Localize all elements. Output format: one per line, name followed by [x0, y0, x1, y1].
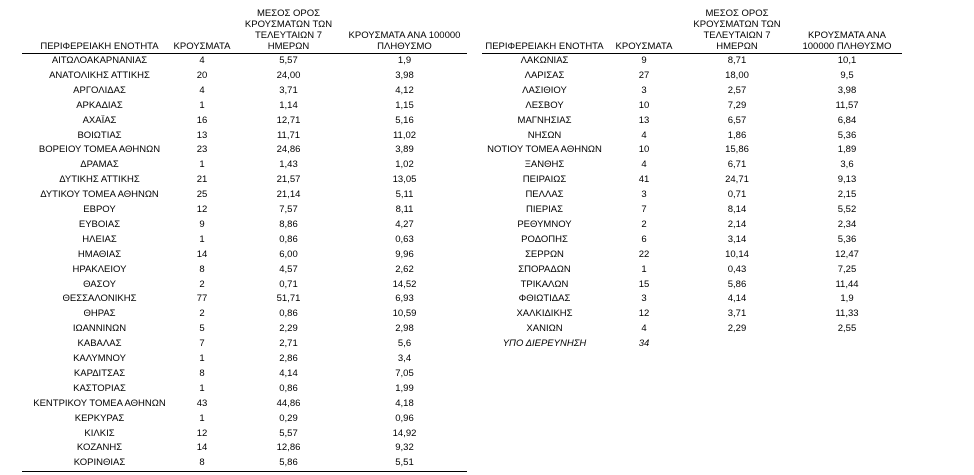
avg-cell: 2,29 [727, 323, 747, 335]
avg7-header-line4: ΗΜΕΡΩΝ [267, 41, 310, 52]
per100k-cell: 4,18 [395, 397, 414, 409]
region-cell: ΣΕΡΡΩΝ [525, 248, 564, 260]
region-cell: ΙΩΑΝΝΙΝΩΝ [72, 323, 127, 335]
cases-cell: 1 [199, 233, 205, 245]
region-cell: ΚΕΡΚΥΡΑΣ [74, 412, 125, 424]
region-cell: ΡΕΘΥΜΝΟΥ [517, 218, 572, 230]
per100k-cell: 1,99 [395, 382, 414, 394]
cases-cell: 43 [196, 397, 208, 409]
per100k-header-right-line1: ΚΡΟΥΣΜΑΤΑ ΑΝΑ [807, 30, 887, 41]
region-cell: ΔΥΤΙΚΟΥ ΤΟΜΕΑ ΑΘΗΝΩΝ [40, 189, 159, 201]
avg-cell: 2,14 [727, 218, 747, 230]
avg-cell: 6,00 [279, 248, 298, 260]
region-cell: ΝΟΤΙΟΥ ΤΟΜΕΑ ΑΘΗΝΩΝ [487, 144, 602, 156]
avg-cell: 5,57 [279, 427, 298, 439]
cases-cell: 23 [196, 144, 208, 156]
region-header [22, 41, 177, 52]
cases-cell: 13 [196, 129, 208, 141]
region-cell: ΚΕΝΤΡΙΚΟΥ ΤΟΜΕΑ ΑΘΗΝΩΝ [33, 397, 166, 409]
cases-cell: 7 [199, 338, 205, 350]
per100k-cell: 11,33 [835, 308, 859, 320]
per100k-cell: 2,62 [395, 263, 414, 275]
avg-cell: 0,71 [279, 278, 298, 290]
cases-cell: 4 [641, 159, 647, 171]
cases-cell: 20 [196, 69, 208, 81]
cases-cell: 1 [199, 159, 205, 171]
region-cell: ΔΡΑΜΑΣ [80, 159, 119, 171]
region-cell: ΘΗΡΑΣ [83, 308, 116, 320]
avg-cell: 6,57 [727, 114, 747, 126]
cases-cell: 3 [641, 84, 647, 96]
region-cell: ΚΟΖΑΝΗΣ [76, 442, 123, 454]
region-cell: ΚΑΡΔΙΤΣΑΣ [73, 367, 126, 379]
per100k-cell: 0,63 [395, 233, 414, 245]
per100k-cell: 1,02 [395, 159, 414, 171]
cases-cell: 8 [199, 263, 205, 275]
region-cell: ΗΜΑΘΙΑΣ [77, 248, 122, 260]
per100k-cell: 6,84 [837, 114, 857, 126]
region-cell: ΕΥΒΟΙΑΣ [78, 218, 121, 230]
avg-cell: 0,71 [727, 189, 747, 201]
region-cell: ΑΝΑΤΟΛΙΚΗΣ ΑΤΤΙΚΗΣ [49, 69, 150, 81]
avg7-header [236, 8, 341, 52]
region-cell: ΡΟΔΟΠΗΣ [521, 233, 568, 245]
region-cell: ΜΑΓΝΗΣΙΑΣ [517, 114, 572, 126]
region-cell: ΗΡΑΚΛΕΙΟΥ [72, 263, 127, 275]
avg-cell: 8,86 [279, 218, 298, 230]
avg-cell: 4,14 [279, 367, 298, 379]
cases-cell: 8 [199, 457, 205, 469]
right-table-header [482, 0, 902, 54]
region-cell: ΑΙΤΩΛΟΑΚΑΡΝΑΝΙΑΣ [51, 55, 148, 66]
per100k-cell: 11,44 [835, 278, 859, 290]
per100k-cell: 5,52 [837, 204, 857, 215]
left-table-header [22, 0, 467, 54]
region-cell: ΚΑΛΥΜΝΟΥ [73, 353, 126, 364]
region-cell: ΠΕΙΡΑΙΩΣ [522, 174, 567, 186]
per100k-cell: 10,1 [837, 55, 857, 66]
avg-cell: 15,86 [725, 144, 749, 156]
cases-cell: 3 [641, 189, 647, 201]
avg7-header-right-line3: ΤΕΛΕΥΤΑΙΩΝ 7 [703, 30, 771, 41]
region-cell: ΞΑΝΘΗΣ [524, 159, 565, 171]
cases-cell: 8 [199, 367, 205, 379]
avg7-header-line2: ΚΡΟΥΣΜΑΤΩΝ ΤΩΝ [244, 19, 333, 30]
avg-cell: 24,71 [725, 174, 749, 186]
per100k-cell: 2,98 [395, 323, 414, 335]
per100k-cell: 11,57 [835, 99, 859, 111]
per100k-cell: 5,36 [837, 233, 857, 245]
cases-cell: 5 [199, 323, 205, 335]
avg-cell: 24,00 [276, 69, 301, 81]
cases-cell: 4 [641, 323, 647, 335]
avg-cell: 1,86 [727, 129, 747, 141]
region-cell: ΘΑΣΟΥ [83, 278, 116, 290]
avg-cell: 1,43 [279, 159, 298, 171]
per100k-cell: 1,15 [395, 99, 414, 111]
region-cell: ΝΗΣΩΝ [527, 129, 562, 141]
region-cell: ΛΕΣΒΟΥ [525, 99, 564, 111]
per100k-cell: 4,12 [395, 84, 414, 96]
avg-cell: 24,86 [276, 144, 301, 156]
per100k-cell: 5,11 [395, 189, 414, 201]
cases-cell: 4 [199, 84, 205, 96]
avg-cell: 44,86 [276, 397, 301, 409]
per100k-cell: 11,02 [392, 129, 417, 141]
per100k-cell: 1,89 [837, 144, 857, 156]
region-header-text: ΠΕΡΙΦΕΡΕΙΑΚΗ ΕΝΟΤΗΤΑ [40, 41, 159, 52]
cases-header-right [608, 41, 680, 52]
per100k-cell: 9,96 [395, 248, 414, 260]
avg-cell: 51,71 [276, 293, 301, 305]
per100k-cell: 3,98 [837, 84, 857, 96]
avg-cell: 11,71 [276, 129, 301, 141]
region-cell: ΑΡΓΟΛΙΔΑΣ [73, 84, 126, 96]
per100k-cell: 14,52 [392, 278, 417, 290]
cases-cell: 2 [641, 218, 647, 230]
per100k-cell: 3,89 [395, 144, 414, 156]
per100k-cell: 2,55 [837, 323, 857, 335]
avg-cell: 4,14 [727, 293, 747, 305]
region-cell: ΧΑΛΚΙΔΙΚΗΣ [516, 308, 573, 320]
avg-cell: 1,14 [279, 99, 298, 111]
per100k-cell: 8,11 [395, 204, 414, 215]
region-cell: ΕΒΡΟΥ [83, 204, 116, 215]
per100k-cell: 3,98 [395, 69, 414, 81]
region-cell: ΗΛΕΙΑΣ [82, 233, 117, 245]
region-cell: ΠΕΛΛΑΣ [525, 189, 564, 201]
region-cell: ΘΕΣΣΑΛΟΝΙΚΗΣ [62, 293, 137, 305]
cases-cell: 2 [199, 278, 205, 290]
cases-cell: 4 [641, 129, 647, 141]
cases-cell: 21 [196, 174, 208, 186]
cases-cell: 1 [199, 382, 205, 394]
region-cell: ΔΥΤΙΚΗΣ ΑΤΤΙΚΗΣ [59, 174, 140, 186]
cases-cell: 9 [199, 218, 205, 230]
avg-cell: 8,71 [727, 55, 747, 66]
cases-cell: 14 [196, 442, 208, 454]
per100k-cell: 5,6 [397, 338, 412, 350]
cases-cell: 16 [196, 114, 208, 126]
avg-cell: 5,86 [279, 457, 298, 469]
per100k-cell: 12,47 [835, 248, 859, 260]
region-cell: ΤΡΙΚΑΛΩΝ [520, 278, 569, 290]
per100k-cell: 5,16 [395, 114, 414, 126]
avg-cell: 6,71 [727, 159, 747, 171]
per100k-cell: 1,9 [840, 293, 854, 305]
per100k-header-line2: ΠΛΗΘΥΣΜΟ [377, 41, 432, 52]
per100k-header-right [792, 30, 902, 52]
region-header-right [482, 41, 607, 52]
per100k-header-line1: ΚΡΟΥΣΜΑΤΑ ΑΝΑ 100000 [348, 30, 461, 41]
avg-cell: 3,14 [727, 233, 747, 245]
per100k-cell: 4,27 [395, 218, 414, 230]
under-investigation-label: ΥΠΟ ΔΙΕΡΕΥΝΗΣΗ [502, 338, 587, 350]
under-investigation-cases: 34 [638, 338, 650, 350]
per100k-cell: 3,6 [840, 159, 854, 171]
per100k-cell: 5,36 [837, 129, 857, 141]
region-header-right-text: ΠΕΡΙΦΕΡΕΙΑΚΗ ΕΝΟΤΗΤΑ [485, 41, 604, 52]
avg7-header-line1: ΜΕΣΟΣ ΟΡΟΣ [256, 8, 320, 19]
avg-cell: 21,57 [276, 174, 301, 186]
per100k-cell: 2,15 [837, 189, 857, 201]
avg-cell: 2,71 [279, 338, 298, 350]
avg-cell: 0,86 [279, 308, 298, 320]
cases-cell: 4 [199, 55, 205, 66]
cases-cell: 15 [638, 278, 650, 290]
avg-cell: 12,86 [276, 442, 301, 454]
cases-cell: 77 [196, 293, 208, 305]
per100k-cell: 5,51 [395, 457, 414, 469]
avg-cell: 0,86 [279, 233, 298, 245]
per100k-cell: 0,96 [395, 412, 414, 424]
cases-cell: 2 [199, 308, 205, 320]
region-cell: ΚΟΡΙΝΘΙΑΣ [73, 457, 126, 469]
avg-cell: 5,57 [279, 55, 298, 66]
avg-cell: 21,14 [276, 189, 301, 201]
avg-cell: 2,29 [279, 323, 298, 335]
cases-header [162, 41, 242, 52]
avg-cell: 5,86 [727, 278, 747, 290]
avg7-header-right-line2: ΚΡΟΥΣΜΑΤΩΝ ΤΩΝ [693, 19, 781, 30]
region-cell: ΧΑΝΙΩΝ [526, 323, 563, 335]
cases-cell: 1 [199, 353, 205, 364]
per100k-cell: 13,05 [392, 174, 417, 186]
per100k-cell: 10,59 [392, 308, 417, 320]
cases-cell: 14 [196, 248, 208, 260]
avg7-header-right-line4: ΗΜΕΡΩΝ [716, 41, 758, 52]
cases-cell: 41 [638, 174, 650, 186]
per100k-cell: 7,25 [837, 263, 857, 275]
region-cell: ΛΑΚΩΝΙΑΣ [520, 55, 569, 66]
cases-cell: 3 [641, 293, 647, 305]
avg-cell: 3,71 [727, 308, 747, 320]
avg-cell: 8,14 [727, 204, 747, 215]
region-cell: ΦΘΙΩΤΙΔΑΣ [518, 293, 571, 305]
cases-cell: 13 [638, 114, 650, 126]
cases-cell: 12 [196, 427, 208, 439]
per100k-header [342, 30, 467, 52]
cases-cell: 27 [638, 69, 650, 81]
cases-cell: 1 [641, 263, 647, 275]
cases-header-right-text: ΚΡΟΥΣΜΑΤΑ [615, 41, 673, 52]
avg-cell: 7,29 [727, 99, 747, 111]
region-cell: ΒΟΡΕΙΟΥ ΤΟΜΕΑ ΑΘΗΝΩΝ [38, 144, 161, 156]
avg-cell: 0,29 [279, 412, 298, 424]
avg-cell: 7,57 [279, 204, 298, 215]
per100k-cell: 2,34 [837, 218, 857, 230]
avg-cell: 10,14 [725, 248, 749, 260]
region-cell: ΚΑΒΑΛΑΣ [77, 338, 122, 350]
left-table-bottom-border [22, 471, 467, 472]
per100k-cell: 1,9 [397, 55, 412, 66]
cases-cell: 10 [638, 144, 650, 156]
region-cell: ΛΑΣΙΘΙΟΥ [522, 84, 567, 96]
avg-cell: 2,57 [727, 84, 747, 96]
avg-cell: 12,71 [276, 114, 301, 126]
region-cell: ΑΧΑΪΑΣ [82, 114, 117, 126]
cases-cell: 12 [196, 204, 208, 215]
avg-cell: 4,57 [279, 263, 298, 275]
region-cell: ΑΡΚΑΔΙΑΣ [76, 99, 123, 111]
avg-cell: 3,71 [279, 84, 298, 96]
region-cell: ΛΑΡΙΣΑΣ [524, 69, 565, 81]
per100k-cell: 3,4 [397, 353, 412, 364]
cases-cell: 25 [196, 189, 208, 201]
cases-cell: 6 [641, 233, 647, 245]
per100k-cell: 9,5 [840, 69, 854, 81]
region-cell: ΚΙΛΚΙΣ [84, 427, 115, 439]
avg7-header-right-line1: ΜΕΣΟΣ ΟΡΟΣ [705, 8, 769, 19]
avg7-header-right [682, 8, 792, 52]
cases-cell: 12 [638, 308, 650, 320]
avg-cell: 2,86 [279, 353, 298, 364]
per100k-cell: 7,05 [395, 367, 414, 379]
per100k-cell: 9,32 [395, 442, 414, 454]
region-cell: ΠΙΕΡΙΑΣ [525, 204, 564, 215]
per100k-cell: 14,92 [392, 427, 417, 439]
cases-header-text: ΚΡΟΥΣΜΑΤΑ [173, 41, 231, 52]
avg-cell: 0,86 [279, 382, 298, 394]
region-cell: ΚΑΣΤΟΡΙΑΣ [73, 382, 126, 394]
region-cell: ΣΠΟΡΑΔΩΝ [518, 263, 571, 275]
per100k-header-right-line2: 100000 ΠΛΗΘΥΣΜΟ [802, 41, 892, 52]
cases-cell: 9 [641, 55, 647, 66]
cases-cell: 1 [199, 412, 205, 424]
per100k-cell: 6,93 [395, 293, 414, 305]
cases-cell: 22 [638, 248, 650, 260]
cases-cell: 1 [199, 99, 205, 111]
avg7-header-line3: ΤΕΛΕΥΤΑΙΩΝ 7 [254, 30, 323, 41]
avg-cell: 0,43 [727, 263, 747, 275]
region-cell: ΒΟΙΩΤΙΑΣ [77, 129, 122, 141]
per100k-cell: 9,13 [837, 174, 857, 186]
cases-cell: 7 [641, 204, 647, 215]
avg-cell: 18,00 [725, 69, 749, 81]
cases-cell: 10 [638, 99, 650, 111]
